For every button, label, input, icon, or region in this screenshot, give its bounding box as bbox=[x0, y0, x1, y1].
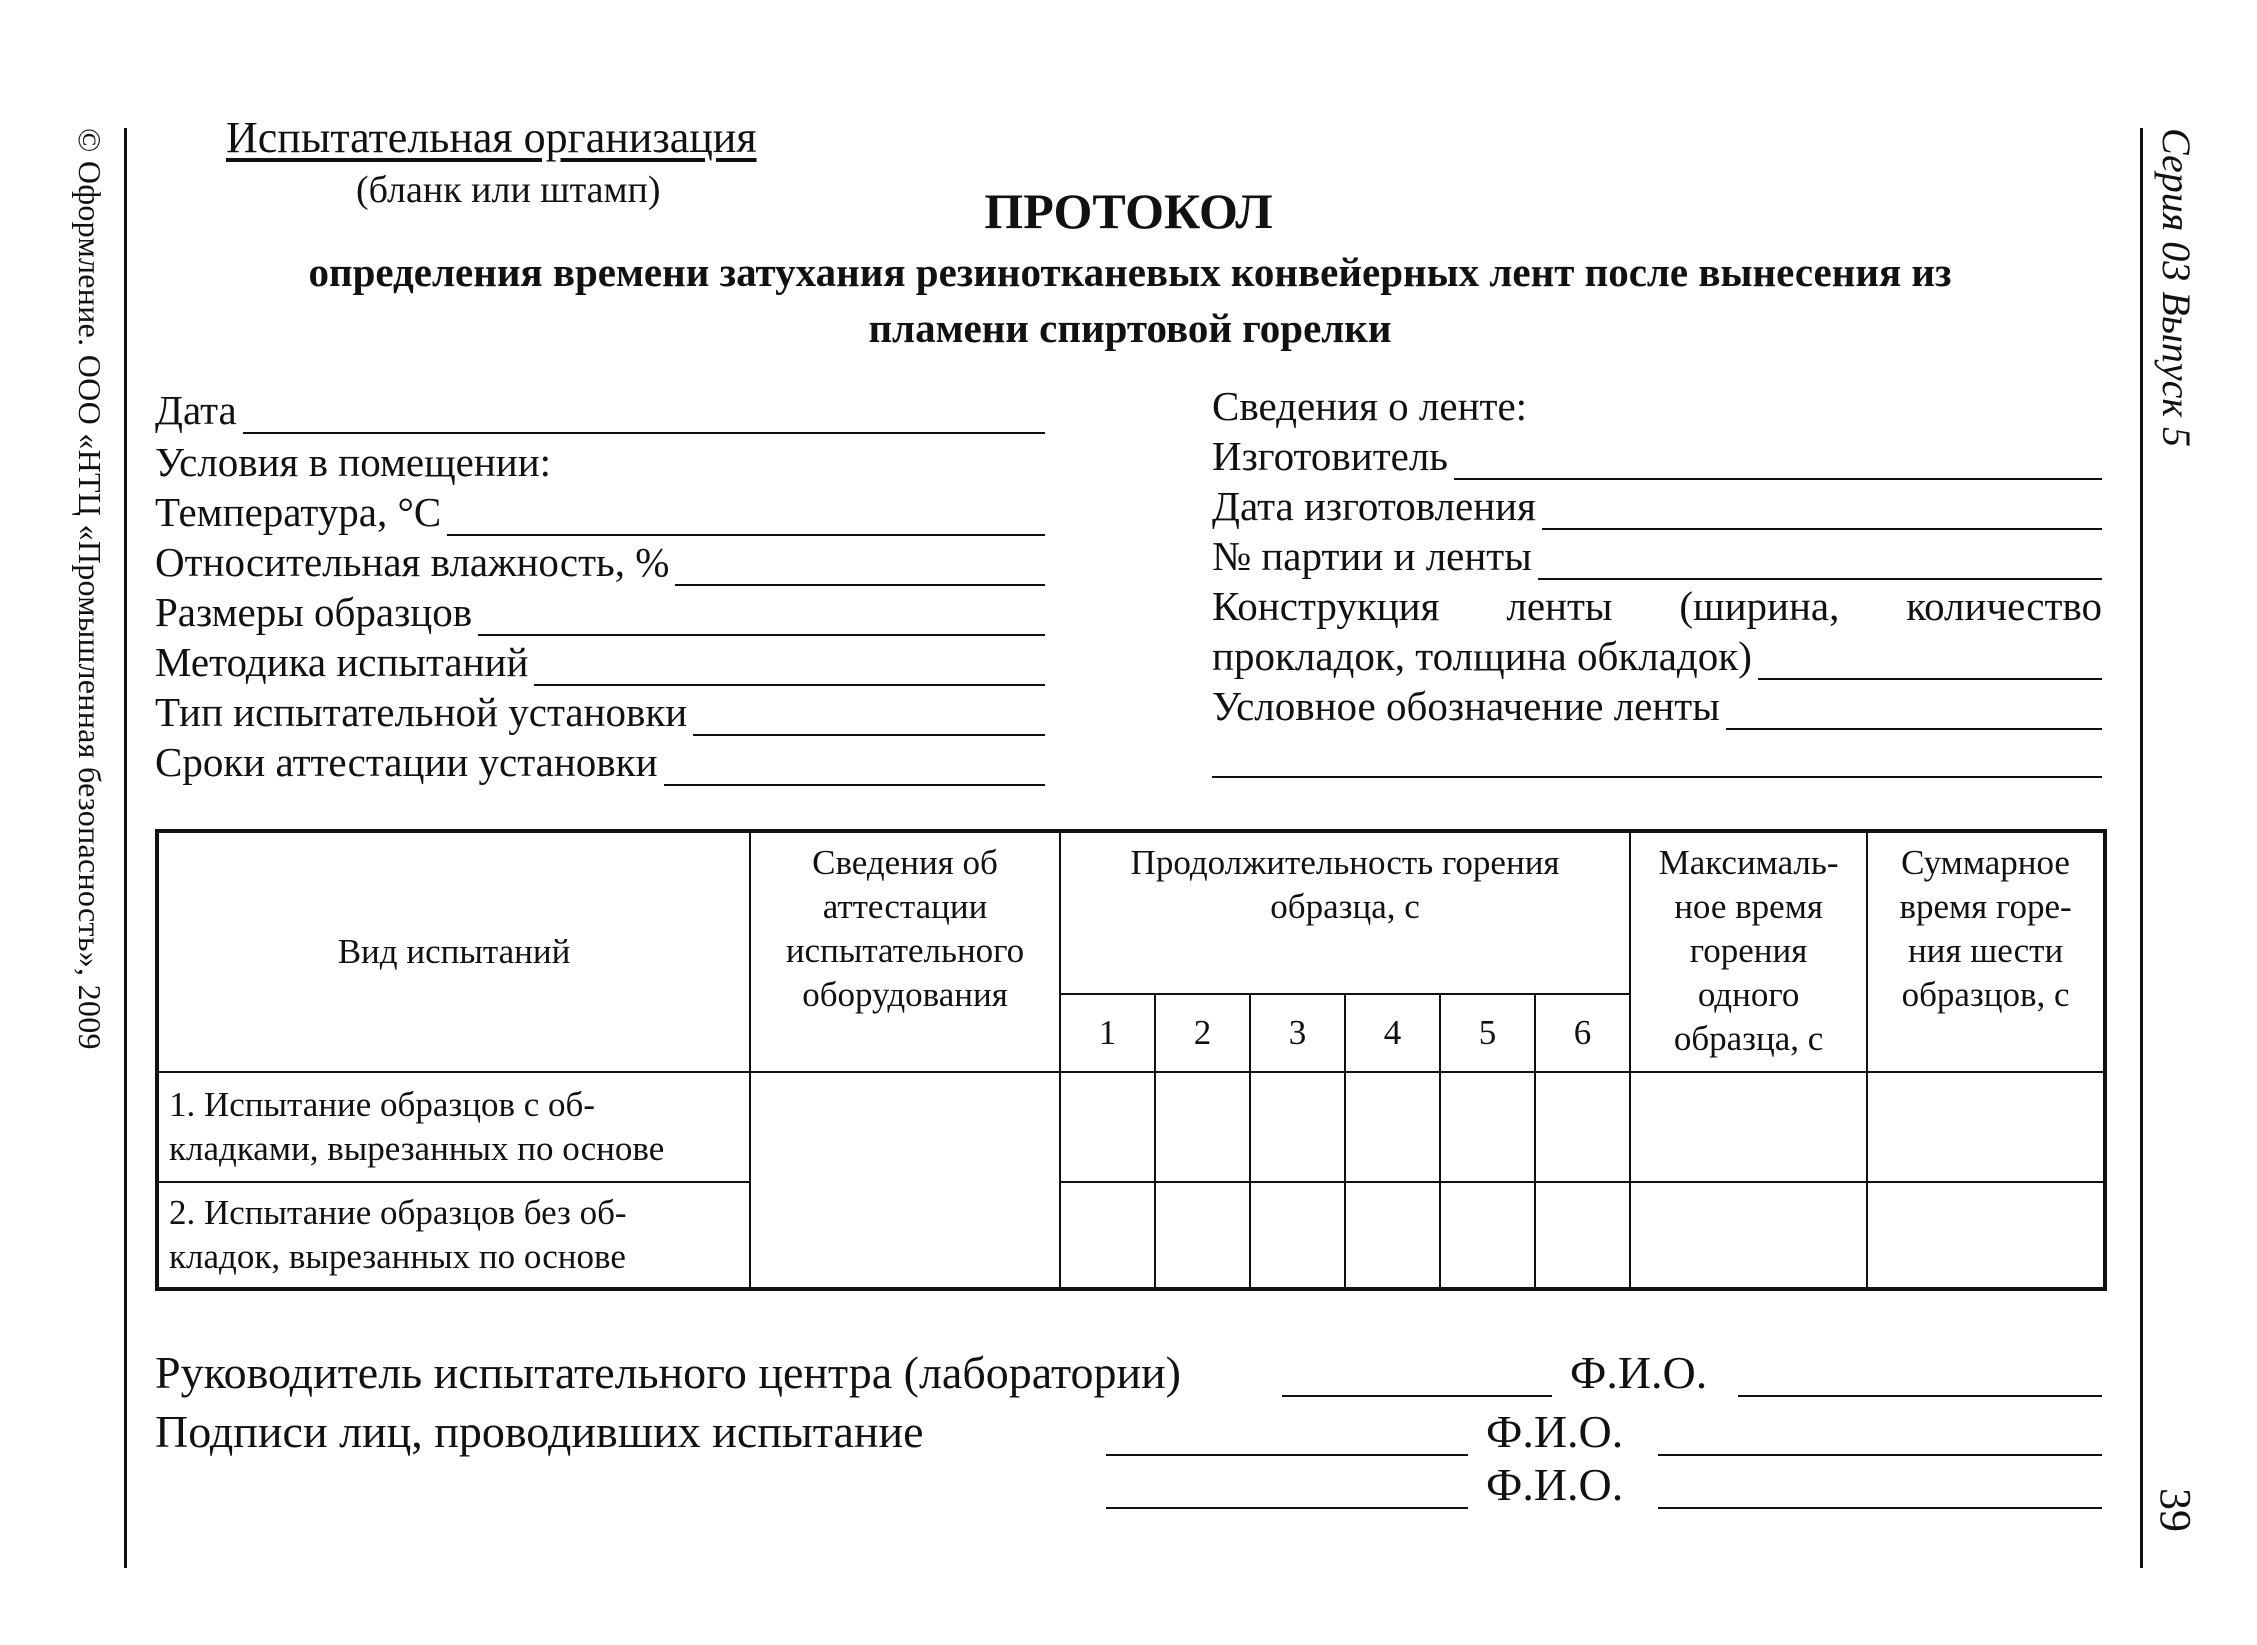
sample-number: 6 bbox=[1535, 994, 1630, 1072]
field-temperature-label: Температура, °С bbox=[155, 489, 442, 535]
field-batch-number-line[interactable] bbox=[1538, 542, 2102, 580]
field-temperature bbox=[155, 488, 1045, 536]
field-sample-size-line[interactable] bbox=[478, 598, 1045, 636]
right-margin-rule bbox=[2140, 128, 2143, 1568]
cell-duration-4[interactable] bbox=[1345, 1182, 1440, 1289]
cell-total-time[interactable] bbox=[1867, 1182, 2105, 1289]
field-manufacturer bbox=[1212, 432, 2102, 480]
field-method bbox=[155, 638, 1045, 686]
signer-1-signature-line[interactable] bbox=[1106, 1454, 1468, 1456]
belt-info-label: Сведения о ленте: bbox=[1212, 383, 1528, 429]
field-sample-size-label: Размеры образцов bbox=[155, 589, 473, 635]
field-humidity bbox=[155, 538, 1045, 586]
cell-duration-1[interactable] bbox=[1060, 1072, 1155, 1182]
cell-duration-3[interactable] bbox=[1250, 1182, 1345, 1289]
cell-certification[interactable] bbox=[750, 1072, 1060, 1289]
field-manufacture-date-label: Дата изготовления bbox=[1212, 483, 1536, 529]
field-date bbox=[155, 386, 1045, 434]
sample-number: 1 bbox=[1060, 994, 1155, 1072]
document-title: ПРОТОКОЛ bbox=[984, 183, 1273, 239]
copyright-vertical: © Оформление. ООО «НТЦ «Промышленная безопасность», 2009 bbox=[72, 128, 108, 1050]
field-manufacture-date bbox=[1212, 482, 2102, 530]
field-manufacture-date-line[interactable] bbox=[1542, 492, 2102, 530]
col-header-test-type: Вид испытаний bbox=[157, 831, 750, 1072]
field-temperature-line[interactable] bbox=[447, 498, 1045, 536]
field-date-label: Дата bbox=[155, 387, 237, 433]
col-header-total-time: Суммарное время горе- ния шести образцов, с bbox=[1867, 831, 2105, 1072]
head-fio-label: Ф.И.О. bbox=[1570, 1347, 1708, 1398]
row-label-test-2: 2. Испытание образцов без об- кладок, вырезанных по основе bbox=[157, 1182, 750, 1289]
field-construction bbox=[1212, 632, 2102, 680]
col-header-max-time: Максималь- ное время горения одного образца, с bbox=[1630, 831, 1867, 1072]
page-number: 39 bbox=[2151, 1488, 2200, 1532]
table-row bbox=[157, 1072, 2105, 1182]
cell-duration-4[interactable] bbox=[1345, 1072, 1440, 1182]
cell-duration-6[interactable] bbox=[1535, 1182, 1630, 1289]
sample-number: 2 bbox=[1155, 994, 1250, 1072]
table-row bbox=[157, 1182, 2105, 1289]
cell-duration-5[interactable] bbox=[1440, 1182, 1535, 1289]
field-certification-line[interactable] bbox=[664, 748, 1045, 786]
field-humidity-label: Относительная влажность, % bbox=[155, 539, 670, 585]
cell-duration-3[interactable] bbox=[1250, 1072, 1345, 1182]
document-subtitle bbox=[220, 244, 2040, 356]
cell-max-time[interactable] bbox=[1630, 1072, 1867, 1182]
field-certification-label: Сроки аттестации установки bbox=[155, 739, 658, 785]
field-setup-type-label: Тип испытательной установки bbox=[155, 689, 688, 735]
field-humidity-line[interactable] bbox=[675, 548, 1045, 586]
series-vertical: Серия 03 Выпуск 5 bbox=[2154, 128, 2199, 448]
field-setup-type bbox=[155, 688, 1045, 736]
sample-number: 4 bbox=[1345, 994, 1440, 1072]
cell-duration-5[interactable] bbox=[1440, 1072, 1535, 1182]
cell-duration-2[interactable] bbox=[1155, 1182, 1250, 1289]
field-method-line[interactable] bbox=[534, 648, 1045, 686]
signers-label: Подписи лиц, проводивших испытание bbox=[155, 1406, 924, 1457]
head-signature-line[interactable] bbox=[1282, 1395, 1552, 1397]
field-certification bbox=[155, 738, 1045, 786]
subtitle-line-1: определения времени затухания резинотканевых конвейерных лент после вынесения из bbox=[308, 249, 1952, 295]
field-construction-label: прокладок, толщина обкладок) bbox=[1212, 633, 1752, 679]
field-designation-line[interactable] bbox=[1726, 692, 2102, 730]
subtitle-line-2: пламени спиртовой горелки bbox=[868, 305, 1392, 351]
col-header-duration: Продолжительность горения образца, с bbox=[1060, 831, 1630, 994]
field-construction-line[interactable] bbox=[1758, 642, 2102, 680]
row-label-test-1: 1. Испытание образцов с об- кладками, вырезанных по основе bbox=[157, 1072, 750, 1182]
organization-label: Испытательная организация bbox=[226, 113, 757, 162]
left-margin-rule bbox=[124, 128, 127, 1568]
field-batch-number-label: № партии и ленты bbox=[1212, 533, 1532, 579]
field-sample-size bbox=[155, 588, 1045, 636]
field-date-line[interactable] bbox=[243, 396, 1045, 434]
room-conditions-label: Условия в помещении: bbox=[155, 439, 552, 485]
field-manufacturer-label: Изготовитель bbox=[1212, 433, 1449, 479]
col-header-certification: Сведения об аттестации испытательного оборудования bbox=[750, 831, 1060, 1072]
belt-construction-label: Конструкция ленты (ширина, количество bbox=[1212, 583, 2102, 629]
cell-duration-6[interactable] bbox=[1535, 1072, 1630, 1182]
signer-2-signature-line[interactable] bbox=[1106, 1507, 1468, 1509]
field-extra-line[interactable] bbox=[1212, 776, 2102, 778]
cell-duration-2[interactable] bbox=[1155, 1072, 1250, 1182]
stamp-label: (бланк или штамп) bbox=[356, 169, 661, 211]
field-setup-type-line[interactable] bbox=[693, 698, 1045, 736]
signer-1-fio-label: Ф.И.О. bbox=[1486, 1406, 1624, 1457]
cell-max-time[interactable] bbox=[1630, 1182, 1867, 1289]
field-designation-label: Условное обозначение ленты bbox=[1212, 683, 1720, 729]
signer-1-fio-line[interactable] bbox=[1658, 1454, 2102, 1456]
field-designation bbox=[1212, 682, 2102, 730]
field-method-label: Методика испытаний bbox=[155, 639, 529, 685]
sample-number: 3 bbox=[1250, 994, 1345, 1072]
cell-duration-1[interactable] bbox=[1060, 1182, 1155, 1289]
signer-2-fio-line[interactable] bbox=[1658, 1507, 2102, 1509]
cell-total-time[interactable] bbox=[1867, 1072, 2105, 1182]
signer-2-fio-label: Ф.И.О. bbox=[1486, 1459, 1624, 1510]
results-table bbox=[155, 829, 2107, 1291]
head-of-lab-label: Руководитель испытательного центра (лаборатории) bbox=[155, 1347, 1181, 1398]
field-batch-number bbox=[1212, 532, 2102, 580]
head-fio-line[interactable] bbox=[1738, 1395, 2102, 1397]
field-manufacturer-line[interactable] bbox=[1454, 442, 2102, 480]
sample-number: 5 bbox=[1440, 994, 1535, 1072]
